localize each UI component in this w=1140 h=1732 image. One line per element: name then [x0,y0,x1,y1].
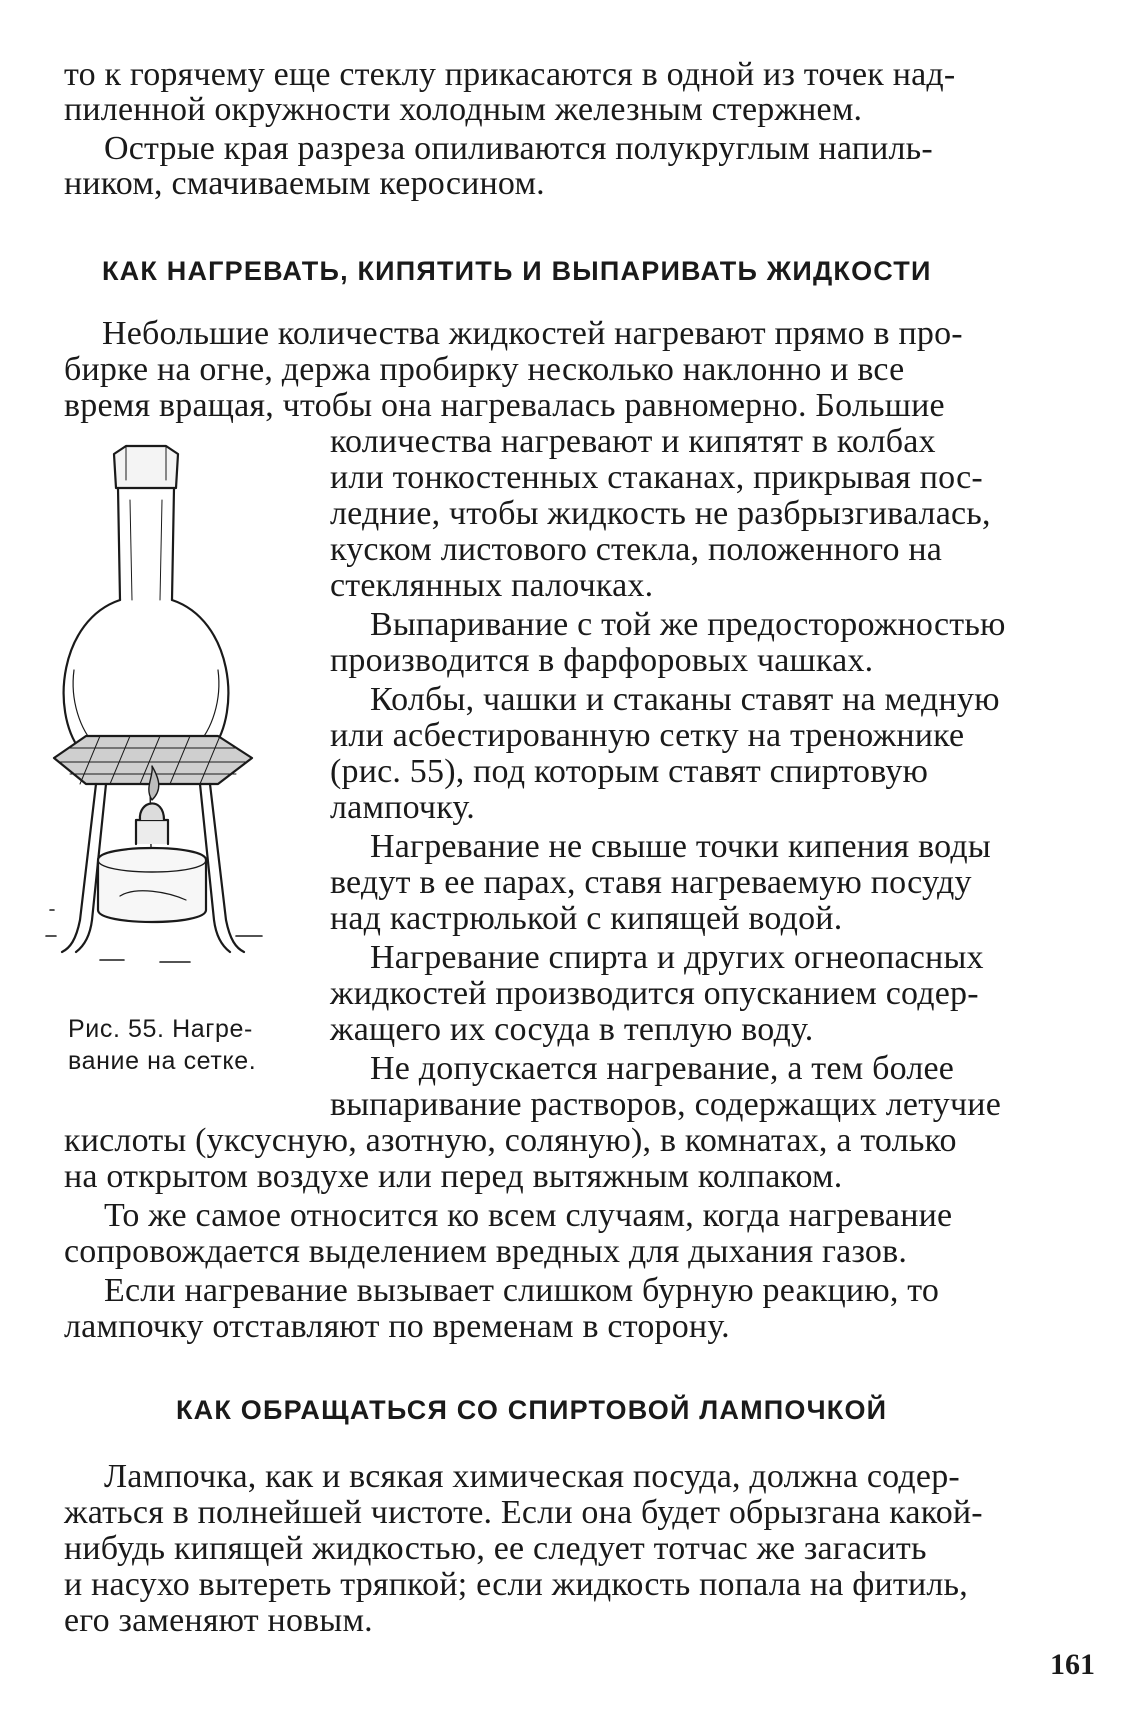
section-heading: КАК ОБРАЩАТЬСЯ СО СПИРТОВОЙ ЛАМПОЧКОЙ [176,1395,888,1425]
text-line: производится в фарфоровых чашках. [330,642,874,679]
text-line: Колбы, чашки и стаканы ставят на медную [370,681,1000,718]
flask-on-tripod-over-spirit-lamp-illustration [40,440,300,980]
text-line: количества нагревают и кипятят в колбах [330,423,936,460]
text-line: Острые края разреза опиливаются полукруглым напиль- [104,130,933,167]
text-line: или асбестированную сетку на треножнике [330,717,965,754]
text-line: Не допускается нагревание, а тем более [370,1050,955,1087]
text-line: или тонкостенных стаканах, прикрывая пос- [330,459,983,496]
text-line: жащего их сосуда в теплую воду. [330,1011,814,1048]
text-line: Нагревание не свыше точки кипения воды [370,828,991,865]
text-line: Выпаривание с той же предосторожностью [370,606,1006,643]
figure-caption: вание на сетке. [68,1047,257,1075]
text-line: кислоты (уксусную, азотную, соляную), в комнатах, а только [64,1122,957,1159]
text-line: ником, смачиваемым керосином. [64,165,545,202]
text-line: куском листового стекла, положенного на [330,531,943,568]
text-line: выпаривание растворов, содержащих летучие [330,1086,1001,1123]
text-line: его заменяют новым. [64,1602,373,1639]
text-line: пиленной окружности холодным железным стержнем. [64,91,863,128]
text-line: и насухо вытереть тряпкой; если жидкость попала на фитиль, [64,1566,968,1603]
text-line: Если нагревание вызывает слишком бурную реакцию, то [104,1272,940,1309]
text-line: лампочку отставляют по временам в сторону. [64,1308,730,1345]
text-line: (рис. 55), под которым ставят спиртовую [330,753,929,790]
text-line: время вращая, чтобы она нагревалась равномерно. Большие [64,387,945,424]
section-heading: КАК НАГРЕВАТЬ, КИПЯТИТЬ И ВЫПАРИВАТЬ ЖИДКОСТИ [102,256,932,286]
figure-caption: Рис. 55. Нагре- [68,1015,253,1043]
text-line: бирке на огне, держа пробирку несколько наклонно и все [64,351,905,388]
text-line: нибудь кипящей жидкостью, ее следует тотчас же загасить [64,1530,927,1567]
text-line: ледние, чтобы жидкость не разбрызгивалась, [330,495,991,532]
text-line: жидкостей производится опусканием содер- [330,975,979,1012]
text-line: над кастрюлькой с кипящей водой. [330,900,843,937]
text-line: То же самое относится ко всем случаям, когда нагревание [104,1197,953,1234]
text-line: то к горячему еще стеклу прикасаются в одной из точек над- [64,56,956,93]
text-line: лампочку. [330,789,475,826]
text-line: Небольшие количества жидкостей нагревают прямо в про- [102,315,963,352]
text-line: жаться в полнейшей чистоте. Если она будет обрызгана какой- [64,1494,983,1531]
text-line: Нагревание спирта и других огнеопасных [370,939,984,976]
text-line: сопровождается выделением вредных для дыхания газов. [64,1233,908,1270]
text-line: ведут в ее парах, ставя нагреваемую посуду [330,864,972,901]
page-number: 161 [1050,1648,1095,1681]
text-line: на открытом воздухе или перед вытяжным колпаком. [64,1158,843,1195]
figure-55 [40,440,300,980]
text-line: стеклянных палочках. [330,567,654,604]
text-line: Лампочка, как и всякая химическая посуда, должна содер- [104,1458,960,1495]
